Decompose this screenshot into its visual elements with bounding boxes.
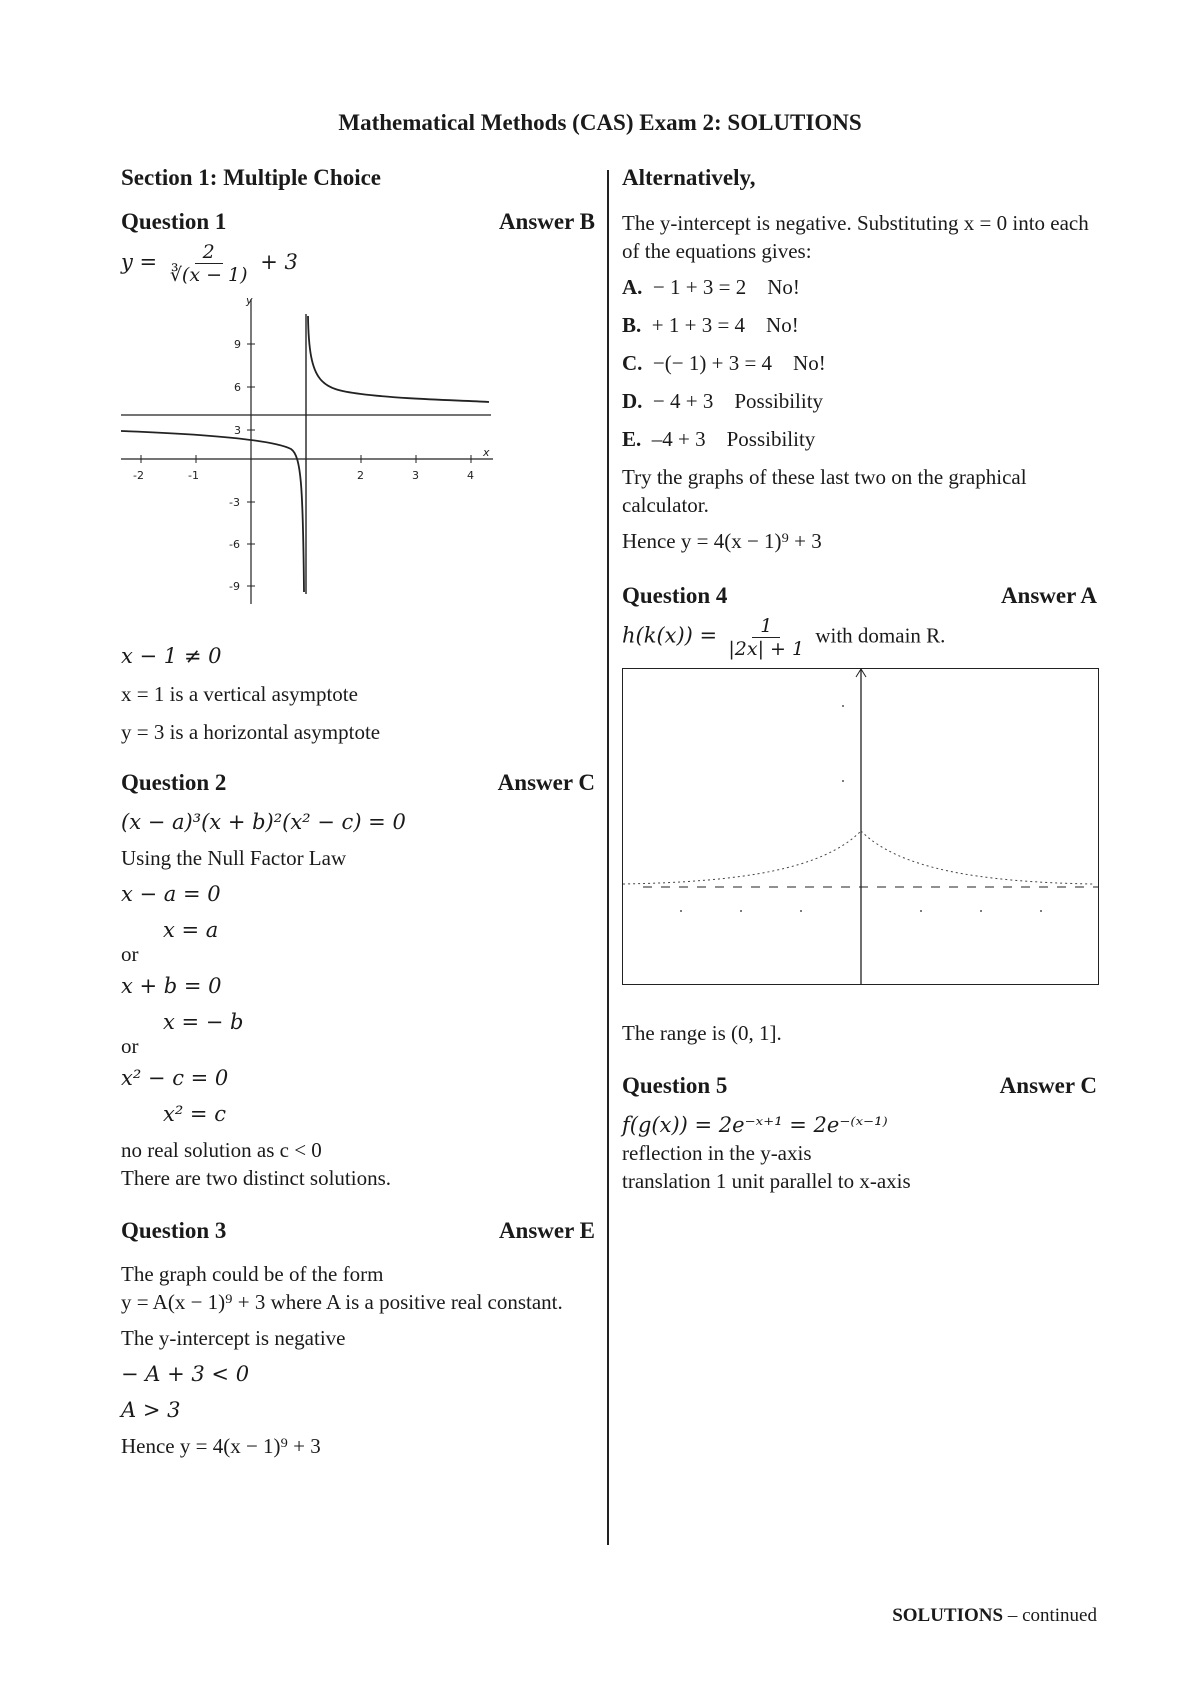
question-4-label: Question 4 — [622, 583, 728, 608]
q2-line: no real solution as c < 0 — [121, 1138, 322, 1162]
q1-line: x = 1 is a vertical asymptote — [121, 682, 358, 706]
y-tick-label: 9 — [234, 338, 241, 351]
q2-line: x = − b — [163, 1010, 244, 1034]
q1-line: y = 3 is a horizontal asymptote — [121, 720, 381, 744]
q2-line: There are two distinct solutions. — [121, 1166, 392, 1190]
question-5-label: Question 5 — [622, 1073, 728, 1098]
alternatively-heading: Alternatively, — [622, 165, 756, 190]
y-tick-label: -6 — [229, 538, 240, 551]
question-2-answer: Answer C — [497, 770, 595, 795]
right-column — [622, 165, 1097, 1195]
x-tick-label: 4 — [467, 469, 474, 482]
question-1-equation: y = $\frac{2}{∛(x - 1)}$ + 3 — [121, 241, 298, 286]
question-3-label: Question 3 — [121, 1218, 227, 1243]
q2-line: x² = c — [163, 1102, 226, 1126]
question-1-label: Question 1 — [121, 209, 227, 234]
x-tick-label: 2 — [357, 469, 364, 482]
q4-range: The range is (0, 1]. — [622, 1021, 782, 1045]
y-axis-label: y — [246, 294, 253, 307]
question-2-label: Question 2 — [121, 770, 227, 795]
question-5-header — [622, 1073, 1097, 1099]
q2-line: x = a — [163, 918, 219, 942]
question-3-header — [121, 1218, 595, 1244]
question-4-graph — [622, 668, 1099, 985]
q3-line: The y-intercept is negative — [121, 1326, 346, 1350]
q5-line: translation 1 unit parallel to x-axis — [622, 1169, 911, 1193]
y-tick-label: -9 — [229, 580, 240, 593]
question-4-equation: h(k(x)) = $\frac{1}{|2x| + 1}$ with domain R. — [622, 615, 946, 660]
x-tick-label: -2 — [133, 469, 144, 482]
x-axis-label: x — [483, 446, 490, 459]
option-item: A. − 1 + 3 = 2 No! — [622, 275, 800, 299]
q2-line: x + b = 0 — [121, 974, 222, 998]
question-5-answer: Answer C — [999, 1073, 1097, 1098]
option-item: E. –4 + 3 Possibility — [622, 427, 816, 451]
footer — [892, 1605, 1097, 1627]
q5-line: reflection in the y-axis — [622, 1141, 812, 1165]
y-tick-label: 3 — [234, 424, 241, 437]
q3-line: y = A(x − 1)⁹ + 3 where A is a positive real constant. — [121, 1290, 563, 1314]
page-title: Mathematical Methods (CAS) Exam 2: SOLUTIONS — [338, 110, 862, 135]
question-1-answer: Answer B — [498, 209, 595, 234]
question-1-graph — [121, 294, 493, 614]
q2-line: or — [121, 1034, 139, 1058]
q2-line: x − a = 0 — [121, 882, 221, 906]
left-column — [121, 165, 595, 1460]
option-item: D. − 4 + 3 Possibility — [622, 389, 824, 413]
y-tick-label: 6 — [234, 381, 241, 394]
hence-text: Hence y = 4(x − 1)⁹ + 3 — [622, 529, 822, 553]
x-tick-label: -1 — [188, 469, 199, 482]
question-2-header — [121, 770, 595, 796]
x-tick-label: 3 — [412, 469, 419, 482]
question-1-header — [121, 209, 595, 235]
q1-line: x − 1 ≠ 0 — [121, 644, 222, 668]
option-item: C. −(− 1) + 3 = 4 No! — [622, 351, 826, 375]
fraction: $\frac{1}{|2x| + 1}$ — [728, 615, 805, 660]
footer-rest: – continued — [1003, 1605, 1097, 1626]
question-4-header — [622, 583, 1097, 609]
q5-equation: f(g(x)) = 2e⁻ˣ⁺¹ = 2e⁻⁽ˣ⁻¹⁾ — [622, 1113, 888, 1137]
q3-line: A > 3 — [121, 1398, 181, 1422]
section-heading: Section 1: Multiple Choice — [121, 165, 381, 190]
footer-bold: SOLUTIONS — [892, 1605, 1004, 1626]
column-divider — [607, 170, 609, 1545]
q3-line: The graph could be of the form — [121, 1262, 384, 1286]
fraction: $\frac{2}{∛(x - 1)}$ — [169, 241, 248, 286]
alt-text: The y-intercept is negative. Substituting x = 0 into each of the equations gives: — [622, 211, 1089, 263]
q3-line: Hence y = 4(x − 1)⁹ + 3 — [121, 1434, 321, 1458]
y-tick-label: -3 — [229, 496, 240, 509]
q2-line: (x − a)³(x + b)²(x² − c) = 0 — [121, 810, 406, 834]
q3-line: − A + 3 < 0 — [121, 1362, 250, 1386]
q2-line: Using the Null Factor Law — [121, 846, 347, 870]
q2-line: x² − c = 0 — [121, 1066, 229, 1090]
question-4-answer: Answer A — [1000, 583, 1097, 608]
q2-line: or — [121, 942, 139, 966]
options-list — [622, 273, 1097, 453]
question-3-answer: Answer E — [498, 1218, 595, 1243]
try-text: Try the graphs of these last two on the graphical calculator. — [622, 465, 1027, 517]
option-item: B. + 1 + 3 = 4 No! — [622, 313, 799, 337]
